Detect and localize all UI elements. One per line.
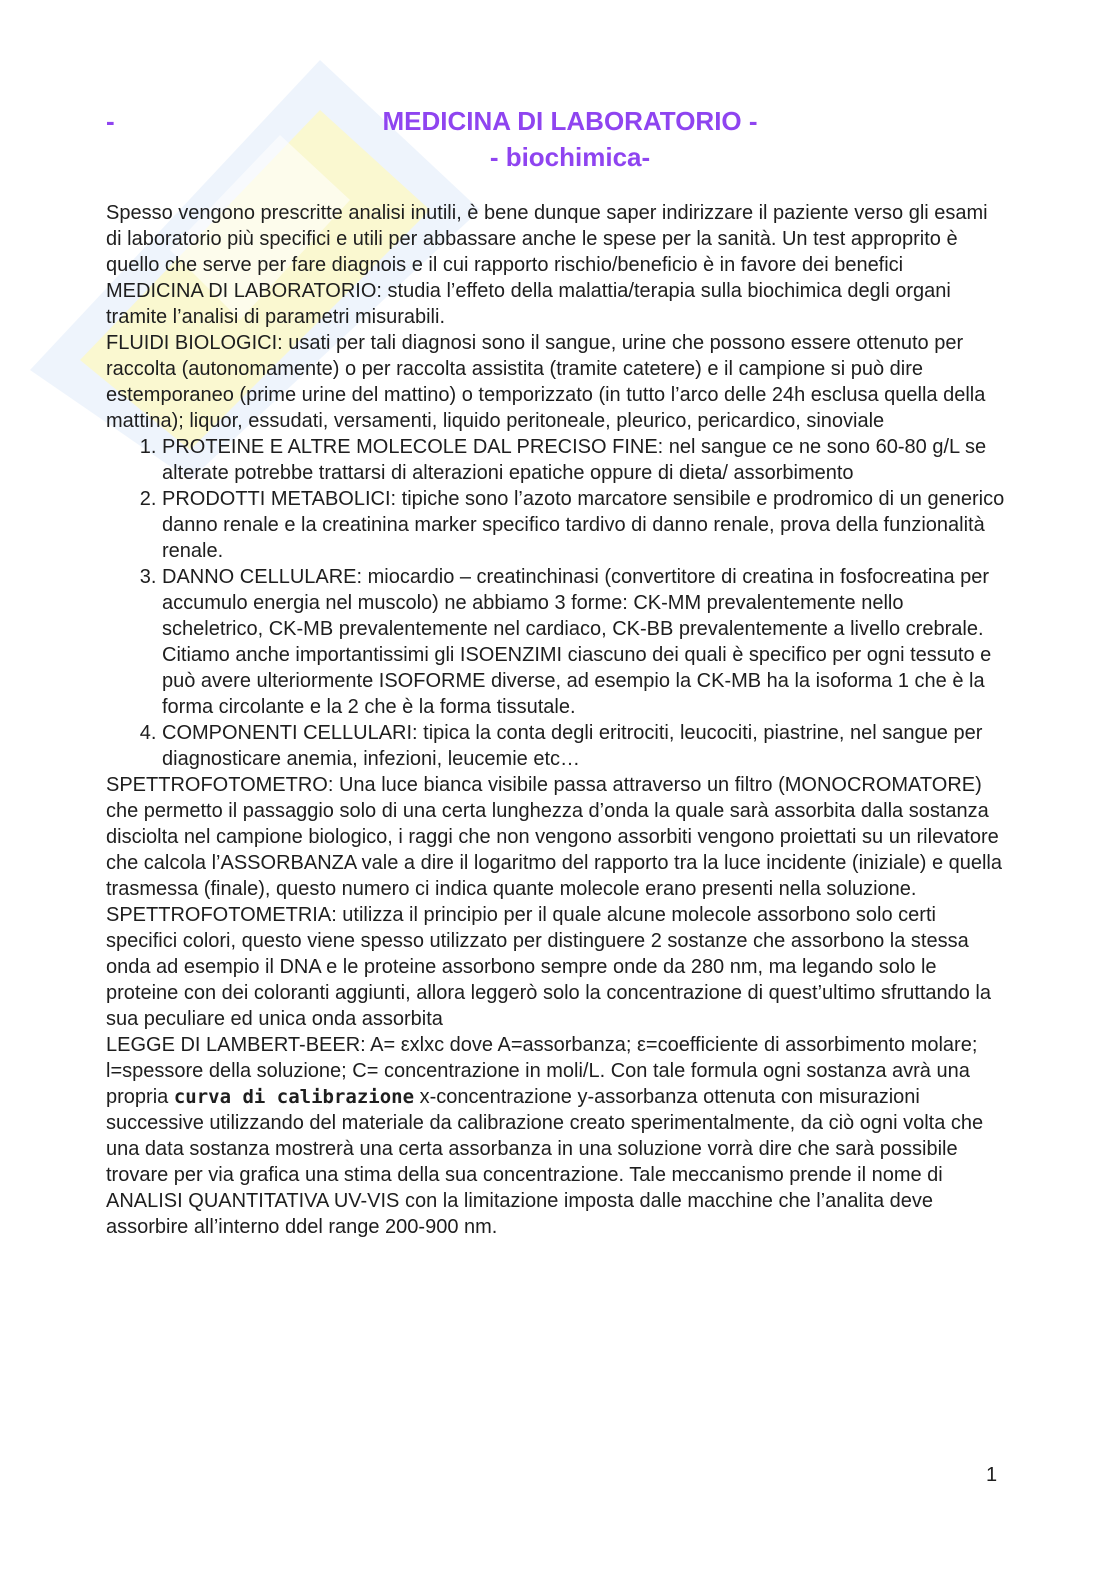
page-title: MEDICINA DI LABORATORIO -	[382, 106, 758, 136]
list-item: 2. PRODOTTI METABOLICI: tipiche sono l’azoto marcatore sensibile e prodromico di un generico danno renale e la creatinina marker specifico tardivo di danno renale, prova della funzionalità renale.	[162, 486, 1006, 564]
calibration-curve-term: curva di calibrazione	[173, 1086, 415, 1108]
numbered-list	[106, 434, 1006, 772]
page-number: 1	[986, 1464, 998, 1486]
legge-paragraph	[106, 1032, 1006, 1240]
intro-paragraph: Spesso vengono prescritte analisi inutili, è bene dunque saper indirizzare il paziente verso gli esami di laboratorio più specifici e utili per abbassare anche le spese per la sanità. Un test approprito è quello che serve per fare diagnois e il cui rapporto rischio/beneficio è in favore dei benefici	[106, 202, 988, 276]
spettrofotometro-paragraph: SPETTROFOTOMETRO: Una luce bianca visibile passa attraverso un filtro (MONOCROMATORE) che permetto il passaggio solo di una certa lunghezza d’onda la quale sarà assorbita dalla sostanza disciolta nel campione biologico, i raggi che non vengono assorbiti vengono proiettati su un rilevatore che calcola l’ASSORBANZA vale a dire il logaritmo del rapporto tra la luce incidente (iniziale) e quella trasmessa (finale), questo numero ci indica quante molecole erano presenti nella soluzione.	[106, 774, 1002, 900]
list-item: 4. COMPONENTI CELLULARI: tipica la conta degli eritrociti, leucociti, piastrine, nel sangue per diagnosticare anemia, infezioni, leucemie etc…	[162, 720, 1006, 772]
list-item: 3. DANNO CELLULARE: miocardio – creatinchinasi (convertitore di creatina in fosfocreatina per accumulo energia nel muscolo) ne abbiamo 3 forme: CK-MM prevalentemente nello scheletrico, CK-MB prevalentemente nel cardiaco, CK-BB prevalentemente a livello crebrale. Citiamo anche importantissimi gli ISOENZIMI ciascuno dei quali è specifico per ogni tessuto e può avere ulteriormente ISOFORME diverse, ad esempio la CK-MB ha la isoforma 1 che è la forma circolante e la 2 che è la forma tissutale.	[162, 564, 1006, 720]
page-subtitle: - biochimica-	[489, 142, 651, 172]
document-body	[106, 200, 1006, 1240]
header-dash: -	[106, 106, 115, 136]
fluidi-paragraph: FLUIDI BIOLOGICI: usati per tali diagnosi sono il sangue, urine che possono essere ottenuto per raccolta (autonomamente) o per raccolta assistita (tramite catetere) e il campione si può dire estemporaneo (prime urine del mattino) o temporizzato (in tutto l’arco delle 24h esclusa quella della mattina); liquor, essudati, versamenti, liquido peritoneale, pleurico, pericardico, sinoviale	[106, 332, 986, 432]
spettrofotometria-paragraph: SPETTROFOTOMETRIA: utilizza il principio per il quale alcune molecole assorbono solo certi specifici colori, questo viene spesso utilizzato per distinguere 2 sostanze che assorbono la stessa onda ad esempio il DNA e le proteine assorbono sempre onde da 280 nm, ma legando solo le proteine con dei coloranti aggiunti, allora leggerò solo la concentrazione di quest’ultimo sfruttando la sua peculiare ed unica onda assorbita	[106, 904, 991, 1030]
legge-text-end: x-concentrazione y-assorbanza ottenuta con misurazioni successive utilizzando del materiale da calibrazione creato sperimentalmente, da ciò ogni volta che una data sostanza mostrerà una certa assorbanza in una soluzione vorrà dire che sarà possibile trovare per via grafica una stima della sua concentrazione. Tale meccanismo prende il nome di ANALISI QUANTITATIVA UV-VIS con la limitazione imposta dalle macchine che l’analita deve assorbire all’interno ddel range 200-900 nm.	[106, 1086, 984, 1238]
medicina-paragraph: MEDICINA DI LABORATORIO: studia l’effeto della malattia/terapia sulla biochimica degli organi tramite l’analisi di parametri misurabili.	[106, 280, 951, 328]
list-item: 1. PROTEINE E ALTRE MOLECOLE DAL PRECISO FINE: nel sangue ce ne sono 60-80 g/L se alterate potrebbe trattarsi di alterazioni epatiche oppure di dieta/ assorbimento	[162, 434, 1006, 486]
legge-text-start: LEGGE DI LAMBERT-BEER: A= εxlxc dove A=assorbanza; ε=coefficiente di assorbimento molare; l=spessore della soluzione; C= concentrazione in moli/L. Con tale formula ogni sostanza avrà una propria	[106, 1034, 978, 1108]
